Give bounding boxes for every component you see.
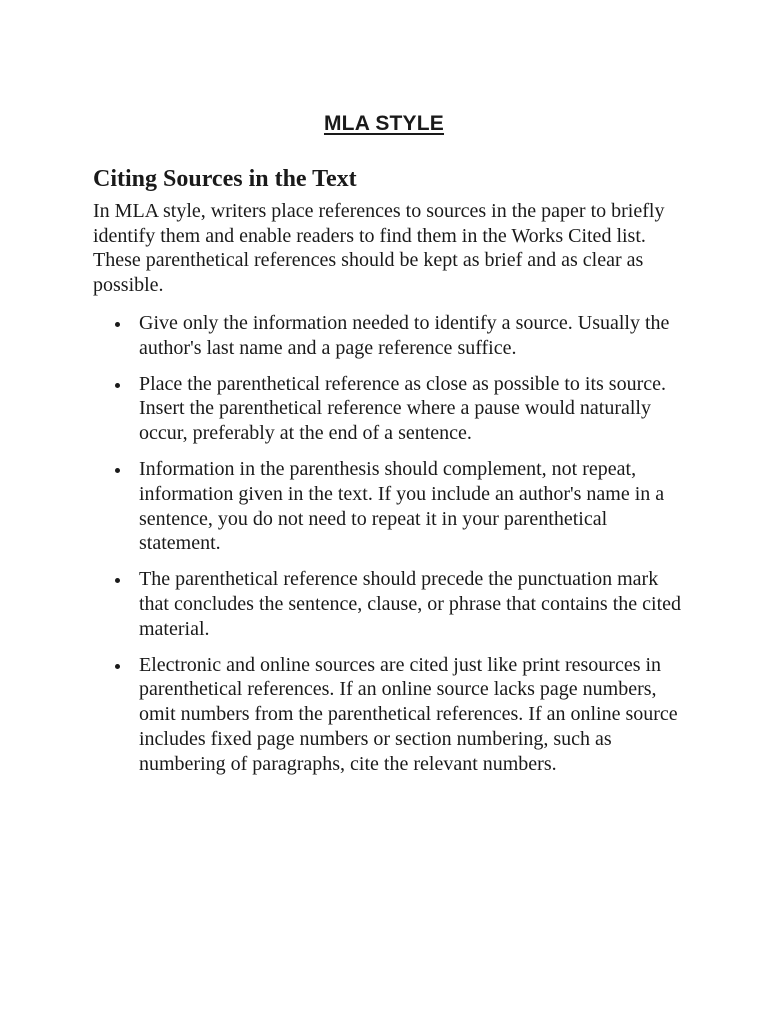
guideline-list bbox=[93, 311, 693, 788]
list-item bbox=[93, 653, 693, 777]
bullet-icon bbox=[115, 578, 120, 583]
list-item-text: Place the parenthetical reference as close as possible to its source. Insert the parenthetical reference where a pause would naturally occur, preferably at the end of a sentence. bbox=[139, 372, 667, 445]
list-item-text: Give only the information needed to identify a source. Usually the author's last name and a page reference suffice. bbox=[139, 312, 670, 359]
list-item-text: The parenthetical reference should precede the punctuation mark that concludes the sentence, clause, or phrase that contains the cited material. bbox=[139, 568, 682, 640]
bullet-icon bbox=[115, 383, 120, 388]
bullet-icon bbox=[115, 664, 120, 669]
bullet-icon bbox=[115, 322, 120, 327]
list-item bbox=[93, 567, 693, 641]
intro-paragraph: In MLA style, writers place references to sources in the paper to briefly identify them and enable readers to find them in the Works Cited list. These parenthetical references should be kept as brief and as clear as possible. bbox=[93, 200, 665, 297]
list-item bbox=[93, 372, 693, 446]
list-item bbox=[93, 457, 693, 556]
bullet-icon bbox=[115, 468, 120, 473]
list-item-text: Information in the parenthesis should complement, not repeat, information given in the text. If you include an author's name in a sentence, you do not need to repeat it in your parenthetical statement. bbox=[139, 457, 665, 555]
list-item-text: Electronic and online sources are cited just like print resources in parenthetical references. If an online source lacks page numbers, omit numbers from the parenthetical references. If an online source includes fixed page numbers or section numbering, such as numbering of paragraphs, cite the relevant numbers. bbox=[139, 653, 678, 775]
page-title: MLA STYLE bbox=[323, 112, 445, 135]
section-heading: Citing Sources in the Text bbox=[93, 166, 357, 192]
list-item bbox=[93, 311, 693, 361]
